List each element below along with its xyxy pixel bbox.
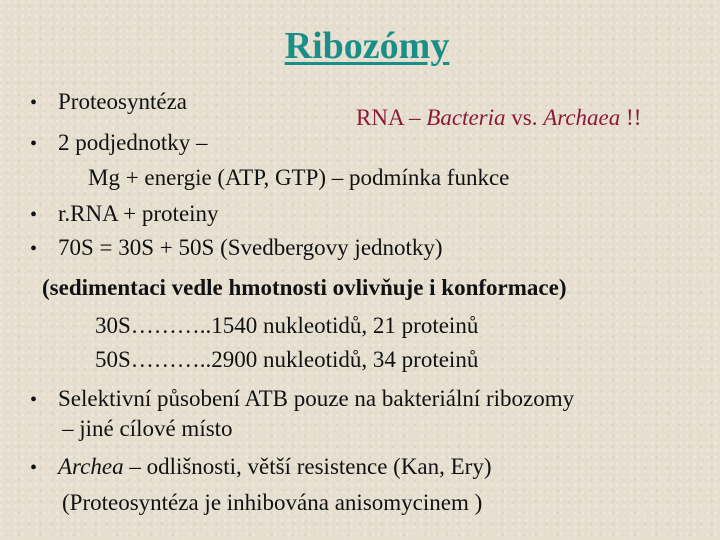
text-atb-target: – jiné cílové místo: [62, 416, 233, 441]
text-podjednotky: 2 podjednotky –: [58, 130, 208, 155]
rna-suffix: !!: [620, 105, 642, 130]
text-archea: [58, 453, 492, 481]
text-sedimentace: (sedimentaci vedle hmotnosti ovlivňuje i konformace): [42, 275, 567, 300]
text-rrna: r.RNA + proteiny: [58, 201, 219, 226]
rna-archaea: Archaea: [543, 105, 621, 130]
text-50s: 50S………..2900 nukleotidů, 34 proteinů: [95, 347, 479, 372]
text-svedberg: 70S = 30S + 50S (Svedbergovy jednotky): [58, 235, 443, 260]
bullet: •: [30, 238, 38, 260]
slide-title: Ribozómy: [284, 25, 450, 67]
rna-vs: vs.: [505, 105, 544, 130]
bullet: •: [30, 389, 38, 411]
text-30s: 30S………..1540 nukleotidů, 21 proteinů: [95, 313, 479, 338]
bullet: •: [30, 92, 38, 114]
archea-rest: – odlišnosti, větší resistence (Kan, Ery): [123, 454, 492, 479]
bullet: •: [30, 133, 38, 155]
text-proteosynteza: Proteosyntéza: [58, 89, 188, 114]
text-rna-comparison: [356, 104, 641, 132]
rna-prefix: RNA –: [356, 105, 427, 130]
bullet: •: [30, 204, 38, 226]
rna-bacteria: Bacteria: [426, 105, 506, 130]
text-mg-energie: Mg + energie (ATP, GTP) – podmínka funkce: [88, 165, 510, 190]
bullet: •: [30, 457, 38, 479]
archea-word: Archea: [58, 454, 124, 479]
text-atb: Selektivní působení ATB pouze na bakteriální ribozomy: [58, 386, 575, 411]
text-anisomycin: (Proteosyntéza je inhibována anisomycinem ): [62, 490, 483, 515]
